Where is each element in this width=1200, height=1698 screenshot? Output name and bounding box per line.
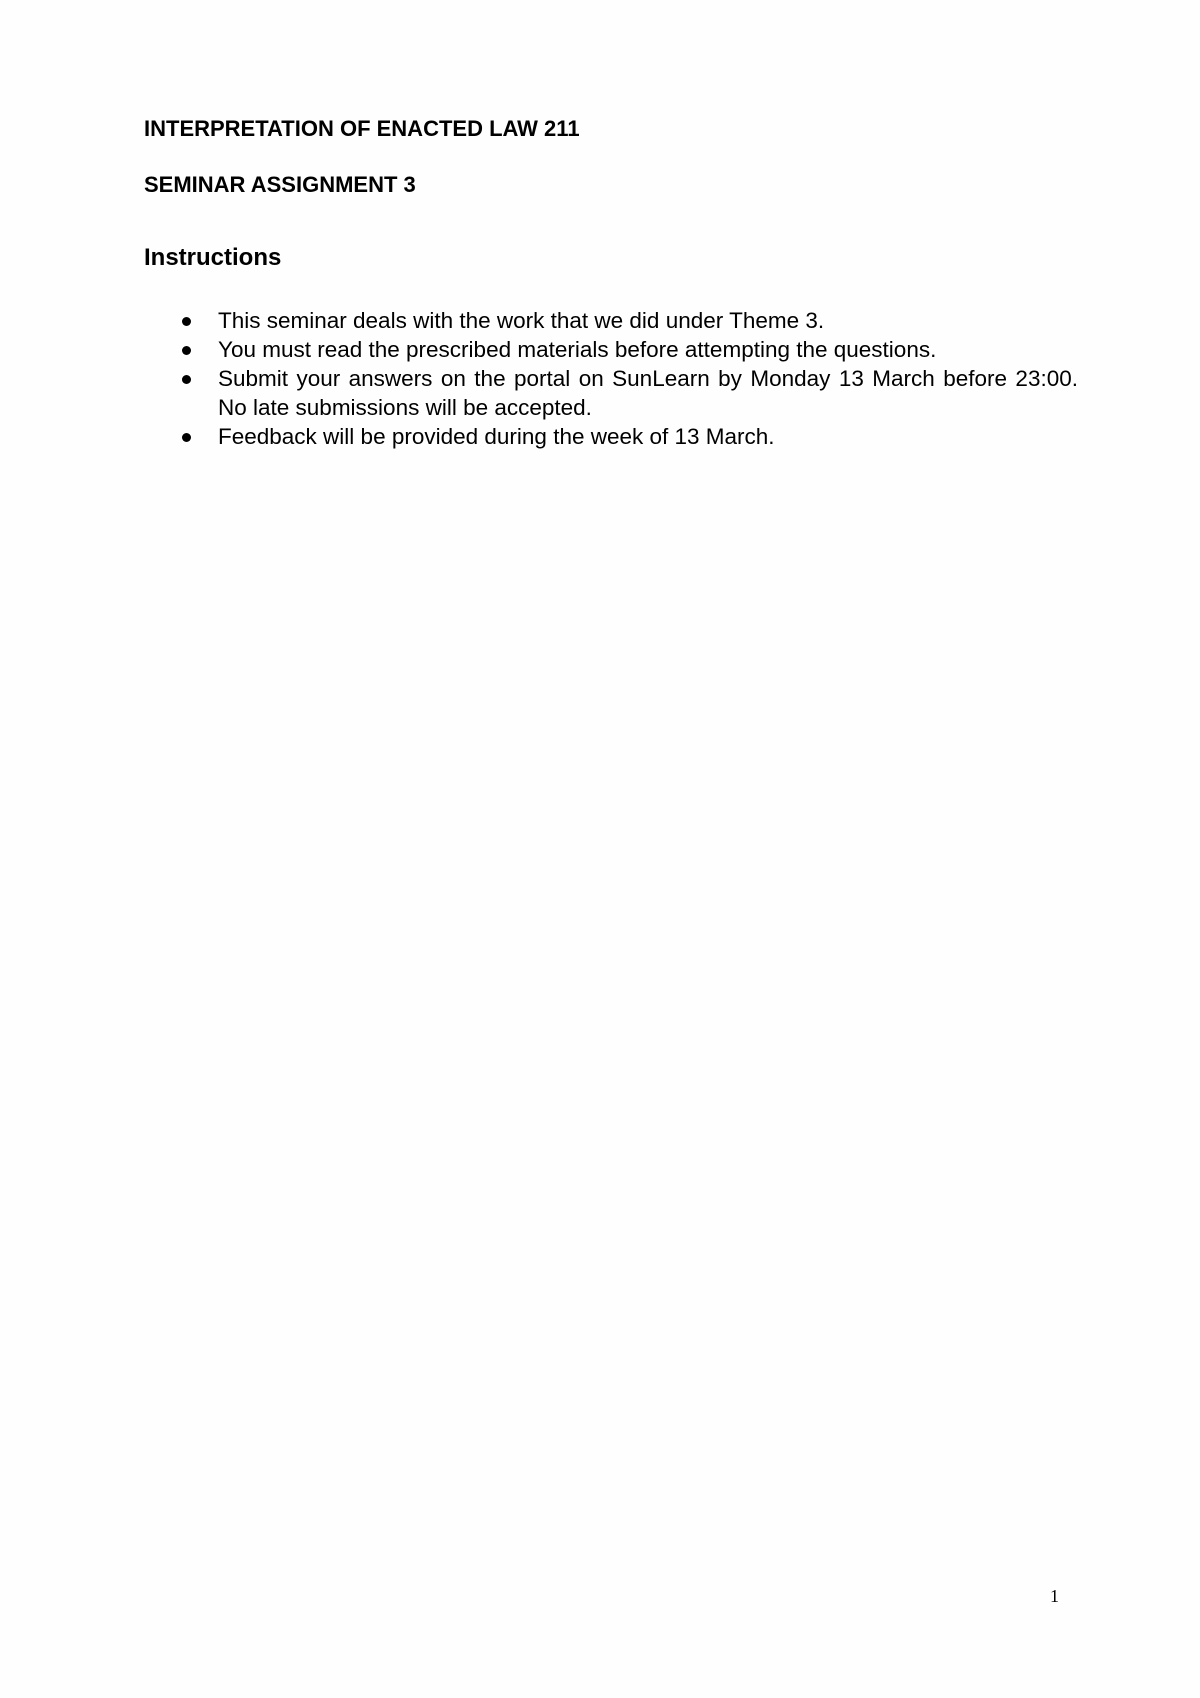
bullet-icon [182,317,191,326]
instructions-list [178,306,1078,451]
list-item-text: Submit your answers on the portal on SunLearn by Monday 13 March before 23:00. No late submissions will be accepted. [218,366,1078,420]
list-item [178,306,1078,335]
instructions-heading: Instructions [144,244,282,271]
bullet-icon [182,433,191,442]
list-item [178,422,1078,451]
assignment-title: SEMINAR ASSIGNMENT 3 [144,172,416,197]
list-item-text: Feedback will be provided during the week of 13 March. [218,424,775,449]
course-title: INTERPRETATION OF ENACTED LAW 211 [144,116,580,141]
list-item [178,364,1078,422]
bullet-icon [182,375,191,384]
list-item-text: You must read the prescribed materials before attempting the questions. [218,337,937,362]
list-item-text: This seminar deals with the work that we did under Theme 3. [218,308,825,333]
bullet-icon [182,346,191,355]
page-number: 1 [1050,1586,1059,1606]
list-item [178,335,1078,364]
